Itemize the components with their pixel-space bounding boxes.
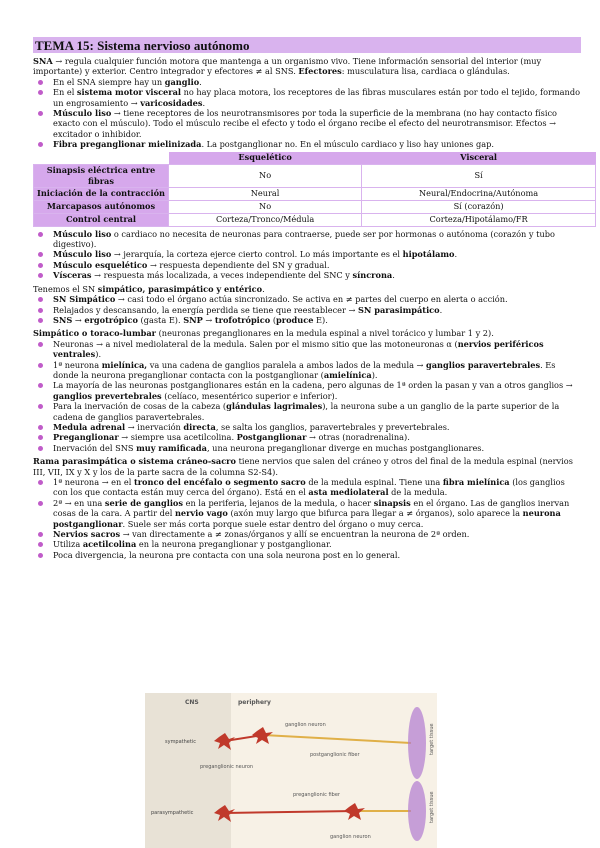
parasympathetic-label: parasympathetic — [151, 810, 194, 816]
cns-region — [145, 693, 231, 848]
table-cell: Corteza/Tronco/Médula — [169, 213, 362, 226]
intro-paragraph: SNA → regula cualquier función motora que mantenga a un organismo vivo. Tiene información sensorial del interior (muy importante) y exterior. Centro integrador y efectores ≠ al SNS. Efectores: musculatura lisa, cardiaca o glándulas. — [33, 56, 542, 77]
table-cell: Corteza/Hipotálamo/FR — [362, 213, 596, 226]
table-row — [34, 200, 596, 213]
row-label: Sinapsis eléctrica entre fibras — [34, 164, 169, 187]
list-item: 1ª neurona → en el tronco del encéfalo o segmento sacro de la medula espinal. Tiene una fibra mielínica (los ganglios con los que contacta están muy cerca del órgano). Está en el asta mediolateral de la medula. — [33, 477, 581, 498]
periphery-label: periphery — [238, 699, 271, 706]
list-item: Vísceras → respuesta más localizada, a veces independiente del SNC y síncrona. — [33, 270, 581, 280]
list-item: Utiliza acetilcolina en la neurona preganglionar y postganglionar. — [33, 539, 581, 549]
list-item: Fibra preganglionar mielinizada. La postganglionar no. En el músculo cardiaco y liso hay uniones gap. — [33, 139, 581, 149]
list-item: 1ª neurona mielínica, va una cadena de ganglios paralela a ambos lados de la medula → ganglios paravertebrales. Es donde la neurona preganglionar contacta con la postganglionar (amielínica). — [33, 360, 581, 381]
target-tissue-label-2: target tissue — [429, 791, 435, 823]
target-tissue-label: target tissue — [429, 723, 435, 755]
table-cell: Sí (corazón) — [362, 200, 596, 213]
list-item: Poca divergencia, la neurona pre contacta con una sola neurona post en lo general. — [33, 550, 581, 560]
list-item: Medula adrenal → inervación directa, se salta los ganglios, paravertebrales y prevertebrales. — [33, 422, 581, 432]
parasympathetic-target-tissue — [408, 781, 426, 841]
table-header: Visceral — [362, 152, 596, 165]
preganglionic-fiber-label: preganglionic fiber — [293, 792, 340, 798]
sn-bullet-list — [33, 294, 581, 325]
table-cell: Sí — [362, 164, 596, 187]
list-item: Neuronas → a nivel mediolateral de la medula. Salen por el mismo sitio que las motoneuronas α (nervios periféricos ventrales). — [33, 339, 581, 360]
list-item: Músculo esquelético → respuesta dependiente del SN y gradual. — [33, 260, 581, 270]
table-row — [34, 187, 596, 200]
autonomic-neuron-diagram — [145, 693, 437, 848]
muscle-bullet-list — [33, 229, 581, 281]
table-cell: No — [169, 200, 362, 213]
table-cell: Neural/Endocrina/Autónoma — [362, 187, 596, 200]
list-item: 2ª → en una serie de ganglios en la periferia, lejanos de la medula, o hacer sinapsis en el órgano. Las de ganglios inervan cosas de la cara. A partir del nervio vago (axón muy largo que bifurca para llegar a ≠ órganos), solo aparece la neurona postganglionar. Suele ser más corta porque suele estar dentro del órgano o muy cerca. — [33, 498, 581, 529]
list-item: SN Simpático → casi todo el órgano actúa sincronizado. Se activa en ≠ partes del cuerpo en alerta o acción. — [33, 294, 581, 304]
list-item: En el SNA siempre hay un ganglio. — [33, 77, 581, 87]
list-item: Preganglionar → siempre usa acetilcolina. Postganglionar → otras (noradrenalina). — [33, 432, 581, 442]
sympathetic-bullet-list — [33, 339, 581, 453]
table-cell: Neural — [169, 187, 362, 200]
parasympathetic-bullet-list — [33, 477, 581, 560]
list-item: Músculo liso → jerarquía, la corteza ejerce cierto control. Lo más importante es el hipotálamo. — [33, 249, 581, 259]
table-header: Esquelético — [169, 152, 362, 165]
list-item: En el sistema motor visceral no hay placa motora, los receptores de las fibras musculares están por todo el tejido, formando un engrosamiento → varicosidades. — [33, 87, 581, 108]
list-item: Inervación del SNS muy ramificada, una neurona preganglionar diverge en muchas postganglionares. — [33, 443, 581, 453]
list-item: SNS → ergotrópico (gasta E). SNP → trofotrópico (produce E). — [33, 315, 581, 325]
list-item: Nervios sacros → van directamente a ≠ zonas/órganos y allí se encuentran la neurona de 2ª orden. — [33, 529, 581, 539]
table-row — [34, 164, 596, 187]
section-sympathetic: Simpático o toraco-lumbar (neuronas preganglionares en la medula espinal a nivel torácico y lumbar 1 y 2). — [33, 328, 494, 339]
table-cell: No — [169, 164, 362, 187]
list-item: La mayoría de las neuronas postganglionares están en la cadena, pero algunas de 1ª orden la pasan y van a otros ganglios → ganglios prevertebrales (celíaco, mesentérico superior e inferior). — [33, 380, 581, 401]
list-item: Músculo liso o cardiaco no necesita de neuronas para contraerse, puede ser por hormonas o autónoma (corazón y tubo digestivo). — [33, 229, 581, 250]
preganglionic-neuron-label: preganglionic neuron — [200, 764, 254, 770]
page-title — [33, 37, 581, 53]
row-label: Marcapasos autónomos — [34, 200, 169, 213]
section-parasympathetic: Rama parasimpática o sistema cráneo-sacro tiene nervios que salen del cráneo y otros del final de la medula espinal (nervios III, VII, IX y X y los de la parte sacra de la columna S2-S4). — [33, 456, 573, 477]
sympathetic-label: sympathetic — [165, 739, 196, 745]
table-row — [34, 213, 596, 226]
document-page — [33, 37, 581, 560]
row-label: Control central — [34, 213, 169, 226]
sna-bullet-list — [33, 77, 581, 150]
ganglion-neuron-label-2: ganglion neuron — [330, 834, 371, 840]
table-corner — [34, 152, 169, 165]
table-header-row — [34, 152, 596, 165]
ganglion-neuron-label: ganglion neuron — [285, 722, 326, 728]
cns-label: CNS — [185, 699, 199, 706]
list-item: Músculo liso → tiene receptores de los neurotransmisores por toda la superficie de la membrana (no hay contacto físico exacto con el músculo). Todo el músculo recibe el efecto y todo el órgano recibe el efecto del neurotransmisor. Efectos → excitador o inhibidor. — [33, 108, 581, 139]
postganglionic-fiber-label: postganglionic fiber — [310, 752, 360, 758]
sympathetic-target-tissue — [408, 707, 426, 779]
list-item: Para la inervación de cosas de la cabeza (glándulas lagrimales), la neurona sube a un ganglio de la parte superior de la cadena de ganglios paravertebrales. — [33, 401, 581, 422]
row-label: Iniciación de la contracción — [34, 187, 169, 200]
section-sn-types: Tenemos el SN simpático, parasimpático y entérico. — [33, 283, 265, 294]
list-item: Relajados y descansando, la energía perdida se tiene que reestablecer → SN parasimpático. — [33, 305, 581, 315]
page-title-text: TEMA 15: Sistema nervioso autónomo — [35, 38, 250, 53]
comparison-table — [33, 152, 596, 227]
